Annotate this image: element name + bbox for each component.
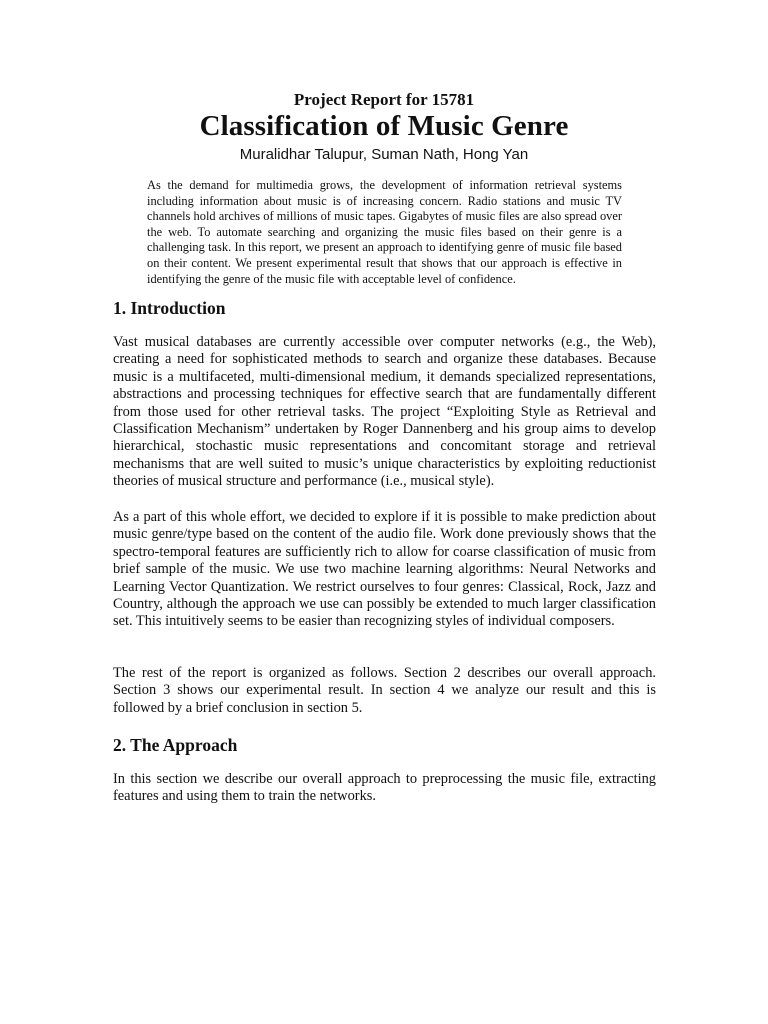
introduction-paragraph-3: The rest of the report is organized as follows. Section 2 describes our overall approach. Section 3 shows our experimental result. In section 4 we analyze our result and this is followed by a brief conclusion in section 5.	[113, 665, 656, 716]
introduction-paragraph-2: As a part of this whole effort, we decided to explore if it is possible to make prediction about music genre/type based on the content of the audio file. Work done previously shows that the spectro-temporal features are sufficiently rich to allow for coarse classification of music from brief sample of the music. We use two machine learning algorithms: Neural Networks and Learning Vector Quantization. We restrict ourselves to four genres: Classical, Rock, Jazz and Country, although the approach we use can possibly be extended to much larger classification set. This intuitively seems to be easier than recognizing styles of individual composers.	[113, 509, 656, 630]
report-title: Classification of Music Genre	[199, 110, 569, 142]
author-list: Muralidhar Talupur, Suman Nath, Hong Yan	[239, 146, 529, 163]
report-subtitle: Project Report for 15781	[293, 90, 475, 109]
abstract: As the demand for multimedia grows, the development of information retrieval systems including information about music is of increasing concern. Radio stations and music TV channels hold archives of millions of music tapes. Gigabytes of music files are also spread over the web. To automate searching and organizing the music files based on their genre is a challenging task. In this report, we present an approach to identifying genre of music file based on their content. We present experimental result that shows that our approach is effective in identifying the genre of the music file with acceptable level of confidence.	[147, 178, 622, 286]
section-heading-introduction: 1. Introduction	[113, 298, 226, 318]
approach-paragraph-1: In this section we describe our overall approach to preprocessing the music file, extracting features and using them to train the networks.	[113, 771, 656, 805]
introduction-paragraph-1: Vast musical databases are currently accessible over computer networks (e.g., the Web), creating a need for sophisticated methods to search and organize these databases. Because music is a multifaceted, multi-dimensional medium, it demands specialized representations, abstractions and processing techniques for effective search that are fundamentally different from those used for other retrieval tasks. The project “Exploiting Style as Retrieval and Classification Mechanism” undertaken by Roger Dannenberg and his group aims to develop hierarchical, stochastic music representations and concomitant storage and retrieval mechanisms that are well suited to music’s unique characteristics by exploiting reductionist theories of musical structure and performance (i.e., musical style).	[113, 334, 656, 490]
section-heading-approach: 2. The Approach	[113, 735, 238, 755]
